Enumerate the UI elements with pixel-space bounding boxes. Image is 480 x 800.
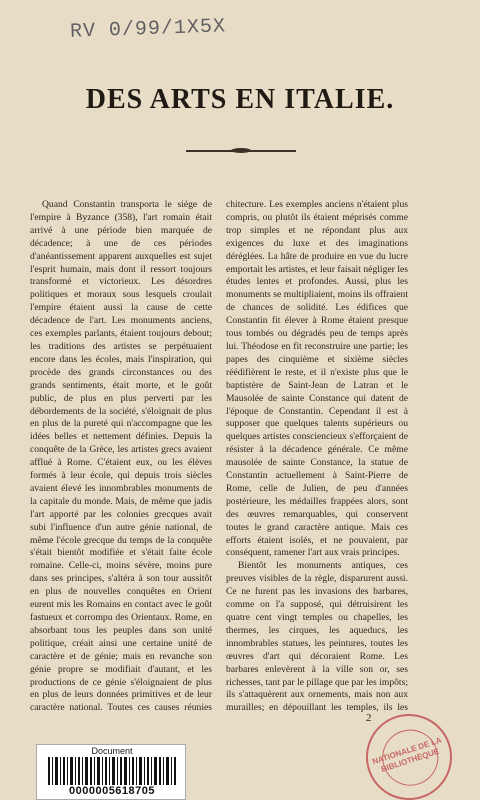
page-title: DES ARTS EN ITALIE.	[85, 84, 395, 115]
document-number: 0000005618705	[68, 785, 156, 797]
paragraph: chitecture. Les exemples anciens n'étaient plus compris, ou plutôt ils étaient méprisés comme trop simples et ne répondant plus aux exigences du luxe et des imaginations déréglées. La hâte de produire en vue du lucre emportait les artistes, et leur faisait négliger les études lentes et profondes. Aussi, plus les monuments se multipliaient, moins ils offraient de chances de solidité. Les édifices que Constantin fit élever à Rome étaient presque tous tombés ou dégradés peu de temps après lui. Théodose en fit reconstruire une partie; les papes des cinquième et sixième siècles réédifièrent le reste, et il n'existe plus que le baptistère de Saint-Jean de Latran et le Mausolée de sainte Constance qui datent de l'époque de Constantin. Cependant il est à supposer que quelques talents supérieurs ou quelques artistes consciencieux s'efforçaient de résister à la décadence générale. Ce même mausolée de sainte Constance, la statue de Constantin actuellement à Saint-Pierre de Rome, celle de Julien, de peu d'années postérieure, les médailles frappées alors, sont des œuvres remarquables, qui conservent toutes le grand caractère antique. Mais ces efforts étaient isolés, et ne pouvaient, par conséquent, ramener l'art aux vrais principes.	[226, 199, 408, 559]
paragraph: Bientôt les monuments antiques, ces preuves visibles de la règle, disparurent aussi. Ce ne furent pas les invasions des barbares, comme on l'a supposé, qui détruisirent les quatre cent vingt temples ou chapelles, les thermes, les cirques, les aqueducs, les innombrables statues, les peintures, toutes les œuvres d'art qui décoraient Rome. Les barbares enlevèrent à la ville son or, ses richesses, tant par le pillage que par les impôts; ils s'attaquèrent aux ornements, mais non aux murailles; en dépouillant les temples, ils les	[226, 560, 408, 713]
text-column-right	[226, 199, 408, 713]
ornamental-rule	[186, 150, 296, 152]
label-title: Document	[91, 746, 133, 756]
page-number: 2	[366, 712, 372, 724]
barcode-icon	[47, 757, 177, 785]
handwritten-shelf-mark: RV 0/99/1X5X	[69, 15, 227, 44]
text-column-left	[30, 199, 212, 713]
paragraph: Quand Constantin transporta le siége de l'empire à Byzance (358), l'art romain était arrivé à une période bien marquée de décadence; à une de ces périodes d'anéantissement apparent auxquelles est sujet l'esprit humain, mais dont il ressort toujours transformé et victorieux. Les désordres politiques et moraux sous lesquels croulait l'empire étaient aussi la cause de cette décadence de l'art. Les monuments anciens, ces exemples parlants, étaient toujours debout; les traditions des artistes se perpétuaient encore dans les écoles, mais l'inspiration, qui procède des grands circonstances ou des grands sentiments, était morte, et le goût public, de plus en plus perverti par les débordements de la société, s'éloignait de plus en plus de la pureté qui n'accompagne que les idées belles et nettement définies. Depuis la conquête de la Grèce, les artistes grecs avaient afflué à Rome. C'étaient eux, ou les élèves formés à leur école, qui depuis trois siècles avaient élevé les innombrables monuments de la capitale du monde. Mais, de même que jadis l'art apporté par les colonies grecques avait subi l'influence d'un autre génie national, de même l'école grecque du temps de la conquête s'était bientôt modifiée et s'était faite école romaine. Celle-ci, moins sévère, moins pure dans ses principes, s'altéra à son tour aussitôt en plus de nouvelles conquêtes en Orient eurent mis les Romains en contact avec le goût fastueux et corrompu des Orientaux. Rome, en absorbant tous les peuples dans son unité politique, créait ainsi une certaine unité de caractère et de génie; mais en revanche son génie propre se modifiait d'autant, et les productions de ce génie s'éloignaient de plus en plus de leurs données primitives et de leur caractère national. Toutes ces causes réunies	[30, 199, 212, 713]
barcode-label	[36, 744, 186, 800]
stamp-text: NATIONALE DE LA BIBLIOTHÈQUE	[371, 735, 443, 774]
